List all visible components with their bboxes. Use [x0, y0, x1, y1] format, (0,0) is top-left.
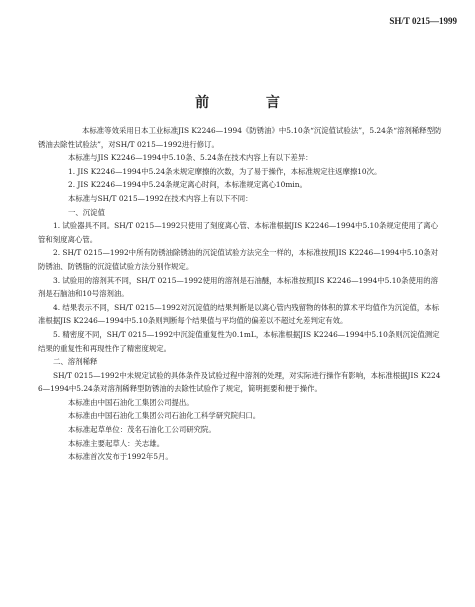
paragraph-responsible: 本标准由中国石油化工集团公司石油化工科学研究院归口。: [68, 411, 261, 421]
paragraph-drafting-unit: 本标准起草单位：茂名石油化工公司研究院。: [68, 425, 216, 435]
paragraph-sediment-1: 1. 试验器具不同。SH/T 0215—1992只使用了刻度离心管、本标准根据JIS K2246—1994中5.10条规定使用了离心管和刻度离心管。: [38, 221, 439, 244]
paragraph-sediment-3: 3. 试验用的溶剂其不同，SH/T 0215—1992使用的溶剂是石油醚，本标准按照JIS K2246—1994中5.10条使用的溶剂是石脑油和10号溶剂油。: [38, 275, 439, 299]
paragraph-diff-jis-1: 1. JIS K2246—1994中5.24条未规定摩擦的次数，为了易于操作，本标准规定往返摩擦10次。: [68, 166, 382, 176]
page-title: 前 言: [195, 95, 306, 111]
paragraph-diff-jis: 本标准与JIS K2246—1994中5.10条、5.24条在技术内容上有以下差异：: [68, 153, 313, 163]
paragraph-diff-jis-2: 2. JIS K2246—1994中5.24条规定离心时间，本标准规定离心10min。: [68, 180, 307, 190]
paragraph-diff-old: 本标准与SH/T 0215—1992在技术内容上有以下不同：: [68, 193, 253, 203]
paragraph-drafter: 本标准主要起草人：关志雄。: [68, 438, 165, 448]
paragraph-proposer: 本标准由中国石油化工集团公司提出。: [68, 397, 194, 407]
paragraph-sediment-2: 2. SH/T 0215—1992中所有防锈油除锈油的沉淀值试验方法完全一样的，本标准按照JIS K2246—1994中5.10条对防锈油、防锈脂的沉淀值试验方法分别作规定。: [38, 248, 439, 271]
paragraph-first-issued: 本标准首次发布于1992年5月。: [68, 452, 173, 462]
section-heading-sediment: 一、沉淀值: [68, 207, 105, 217]
paragraph-solvent: SH/T 0215—1992中未规定试验的具体条件及试验过程中溶剂的处理，对实际进行操作有影响，本标准根据JIS K2246—1994中5.24条对溶剂稀释型防锈油的去除性试验作了规定，简明扼要和便于操作。: [38, 370, 441, 394]
paragraph-sediment-4: 4. 结果表示不同，SH/T 0215—1992对沉淀值的结果判断是以离心管内残留物的体积的算术平均值作为沉淀值，本标准根据JIS K2246—1994中5.10条则判断每个结果值与平均值的偏差以不超过允差判定有效。: [38, 302, 440, 326]
paragraph-intro: 本标准等效采用日本工业标准JIS K2246—1994《防锈油》中5.10条“沉淀值试验法”，5.24条“溶剂稀释型防锈油去除性试验法”，对SH/T 0215—1992进行修订。: [38, 126, 442, 149]
paragraph-sediment-5: 5. 精密度不同，SH/T 0215—1992中沉淀值重复性为0.1mL，本标准根据JIS K2246—1994中5.10条则沉淀值测定结果的重复性和再现性作了精密度规定。: [38, 329, 440, 353]
body-text: [38, 124, 443, 464]
section-heading-solvent: 二、溶剂稀释: [53, 357, 98, 367]
standard-number: SH/T 0215—1999: [389, 16, 457, 26]
